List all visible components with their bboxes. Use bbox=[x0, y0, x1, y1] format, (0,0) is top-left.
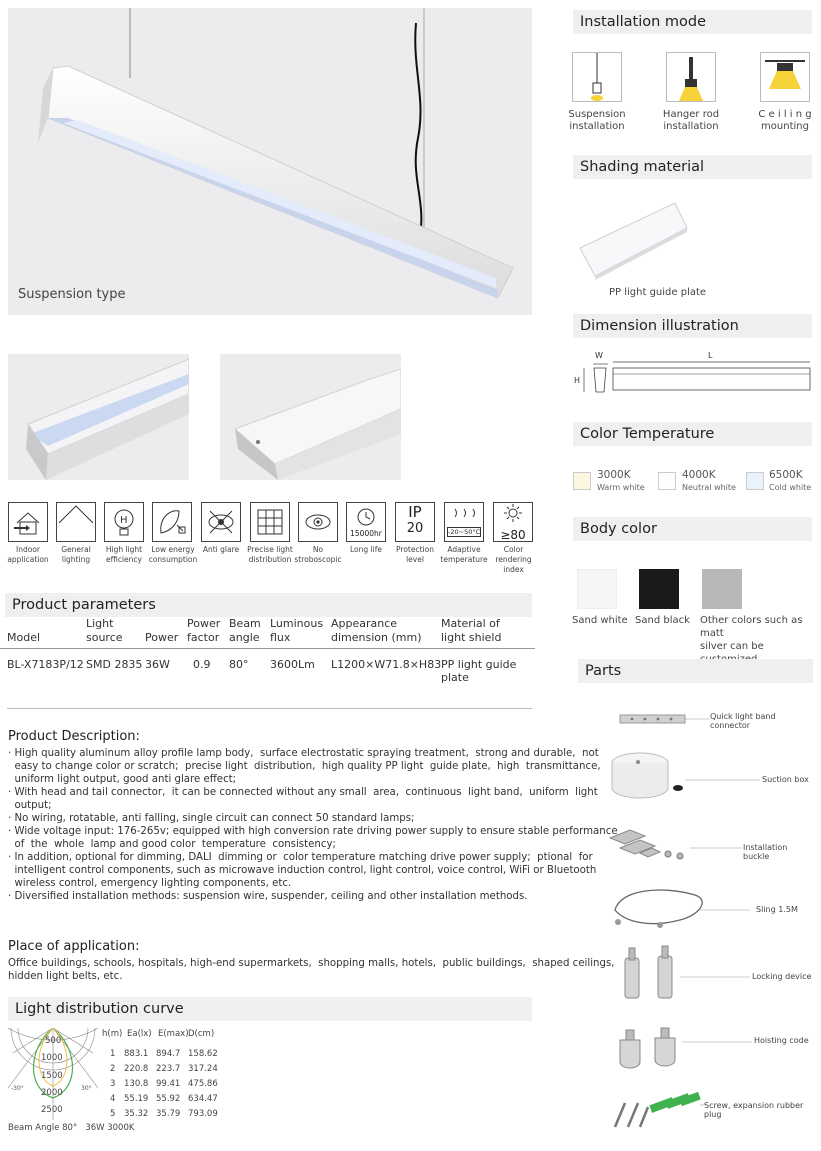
feature-label: High light efficiency bbox=[105, 545, 143, 564]
description-line: · Wide voltage input: 176-265v; equipped with high conversion rate driving power supply to ensure stable performance bbox=[8, 826, 618, 837]
param-header-power: Power bbox=[145, 631, 179, 644]
ip-icon bbox=[395, 502, 435, 542]
house-icon bbox=[8, 502, 48, 542]
param-value-power: 36W bbox=[145, 658, 170, 671]
param-header-model: Model bbox=[7, 631, 41, 644]
description-line: intelligent control components, such as microwave induction control, light control, voice control, WiFi or Bluetooth bbox=[8, 865, 597, 876]
description-line: uniform light output, good anti glare effect; bbox=[8, 774, 237, 785]
polar-ring-label: 1000 bbox=[41, 1053, 63, 1063]
color-temp-value: 4000K bbox=[682, 469, 716, 481]
dist-cell: 223.7 bbox=[156, 1064, 181, 1074]
dimension-drawing bbox=[570, 350, 815, 400]
clock-icon bbox=[346, 502, 386, 542]
feature-label: Indoor application bbox=[7, 545, 49, 564]
temperature-range: -20~50°C bbox=[448, 528, 481, 536]
roof-light-icon bbox=[56, 502, 96, 542]
feature-label: Precise light distribution bbox=[247, 545, 293, 564]
color-temperature-header: Color Temperature bbox=[573, 422, 812, 446]
ip-label: IP bbox=[408, 503, 422, 521]
part-label: Installation buckle bbox=[743, 843, 788, 861]
part-installation-buckle bbox=[600, 818, 815, 868]
param-header-dimension: Appearance dimension (mm) bbox=[331, 617, 422, 644]
installation-label-line: Hanger rod bbox=[662, 109, 720, 120]
dist-cell: 158.62 bbox=[188, 1049, 218, 1059]
product-parameters-header: Product parameters bbox=[5, 593, 532, 617]
description-line: output; bbox=[8, 800, 52, 811]
polar-ring-label: 2000 bbox=[41, 1088, 63, 1098]
hero-photo bbox=[8, 8, 532, 315]
body-color-header: Body color bbox=[573, 517, 812, 541]
dist-cell: 55.92 bbox=[156, 1094, 181, 1104]
param-header-material: Material of light shield bbox=[441, 617, 502, 644]
part-screw-plug bbox=[600, 1085, 815, 1135]
dist-cell: 5 bbox=[110, 1109, 116, 1119]
feature-anti-glare bbox=[201, 502, 241, 542]
part-label: Suction box bbox=[762, 775, 809, 784]
ceiling-mount-icon bbox=[760, 52, 810, 102]
hero-caption: Suspension type bbox=[18, 287, 126, 302]
feature-label: No stroboscopic bbox=[294, 545, 342, 564]
detail-photo-end-a bbox=[8, 354, 189, 480]
suspension-install-icon bbox=[572, 52, 622, 102]
light-guide-plate-image bbox=[575, 198, 690, 283]
matt-silver-swatch bbox=[702, 569, 742, 609]
neutral-white-swatch bbox=[658, 472, 676, 490]
param-divider bbox=[0, 648, 535, 649]
dist-cell: 220.8 bbox=[124, 1064, 149, 1074]
color-temp-sub: Neutral white bbox=[682, 483, 736, 492]
polar-ring-label: 500 bbox=[45, 1036, 62, 1046]
dist-cell: 894.7 bbox=[156, 1049, 181, 1059]
long-life-value: 15000hr bbox=[350, 529, 382, 538]
installation-label-line: Suspension bbox=[568, 109, 626, 120]
installation-label-line: installation bbox=[569, 121, 625, 132]
feature-label: General lighting bbox=[61, 545, 91, 564]
dist-cell: 793.09 bbox=[188, 1109, 218, 1119]
color-temp-value: 6500K bbox=[769, 469, 803, 481]
grid-light-icon bbox=[250, 502, 290, 542]
color-temp-4000k bbox=[658, 469, 743, 495]
dist-cell: 634.47 bbox=[188, 1094, 218, 1104]
cri-value: ≥80 bbox=[500, 528, 526, 542]
dist-cell: 99.41 bbox=[156, 1079, 181, 1089]
shading-header: Shading material bbox=[573, 155, 812, 179]
cold-white-swatch bbox=[746, 472, 764, 490]
part-connector bbox=[600, 700, 815, 740]
dimension-diagram bbox=[570, 350, 815, 400]
feature-cri bbox=[493, 502, 533, 542]
feature-energy bbox=[152, 502, 192, 542]
distribution-header: Light distribution curve bbox=[8, 997, 532, 1021]
feature-temperature bbox=[444, 502, 484, 542]
feature-distribution bbox=[250, 502, 290, 542]
color-temp-sub: Warm white bbox=[597, 483, 645, 492]
color-temp-3000k bbox=[573, 469, 658, 495]
body-color-label-line: Other colors such as matt bbox=[700, 615, 803, 639]
detail-photo-end-b bbox=[220, 354, 401, 480]
feature-label: Color rendering index bbox=[495, 545, 532, 574]
part-label: Quick light band connector bbox=[710, 712, 776, 730]
dist-cell: 1 bbox=[110, 1049, 116, 1059]
description-line: wireless control, emergency lighting components, etc. bbox=[8, 878, 292, 889]
feature-row bbox=[8, 502, 538, 572]
sand-white-swatch bbox=[577, 569, 617, 609]
param-value-dimension: L1200×W71.8×H83 bbox=[331, 658, 442, 671]
sand-black-swatch bbox=[639, 569, 679, 609]
dist-cell: 55.19 bbox=[124, 1094, 149, 1104]
temp-icon bbox=[444, 502, 484, 542]
installation-label-line: mounting bbox=[761, 121, 809, 132]
warm-white-swatch bbox=[573, 472, 591, 490]
installation-label bbox=[562, 109, 632, 133]
dist-cell: 317.24 bbox=[188, 1064, 218, 1074]
feature-protection bbox=[395, 502, 435, 542]
part-sling bbox=[600, 880, 815, 935]
color-temp-sub: Cold white bbox=[769, 483, 812, 492]
feature-general bbox=[56, 502, 96, 542]
application-body bbox=[8, 957, 615, 983]
feature-long-life bbox=[346, 502, 386, 542]
distribution-footer: Beam Angle 80° 36W 3000K bbox=[8, 1123, 135, 1133]
color-temp-6500k bbox=[746, 469, 816, 495]
dimension-w-label: W bbox=[595, 351, 603, 360]
feature-indoor bbox=[8, 502, 48, 542]
lamp-end-illustration-b bbox=[220, 354, 401, 480]
shading-caption: PP light guide plate bbox=[609, 287, 707, 298]
dist-cell: 4 bbox=[110, 1094, 116, 1104]
dist-header: E(max) bbox=[158, 1029, 189, 1039]
installation-header: Installation mode bbox=[573, 10, 812, 34]
part-label: Screw, expansion rubber plug bbox=[704, 1101, 804, 1119]
dimension-h-label: H bbox=[574, 376, 581, 385]
param-bottom-divider bbox=[7, 708, 532, 709]
hanger-rod-install-icon bbox=[666, 52, 716, 102]
polar-ring-label: 1500 bbox=[41, 1071, 63, 1081]
parameters-table bbox=[0, 616, 535, 711]
description-line: easy to change color or scratch; precise light distribution, high quality PP light guide plate, high transmittance, bbox=[8, 761, 601, 772]
param-value-material: PP light guide plate bbox=[441, 658, 517, 684]
body-color-label: Sand black bbox=[635, 615, 690, 626]
description-body bbox=[8, 747, 618, 903]
dimension-l-label: L bbox=[708, 351, 713, 360]
dist-header: h(m) bbox=[102, 1029, 123, 1039]
param-header-beam-angle: Beam angle bbox=[229, 617, 261, 644]
sun-icon bbox=[493, 502, 533, 542]
application-title: Place of application: bbox=[8, 939, 140, 954]
param-header-luminous-flux: Luminous flux bbox=[270, 617, 324, 644]
dist-cell: 475.86 bbox=[188, 1079, 218, 1089]
dist-header: D(cm) bbox=[188, 1029, 215, 1039]
feature-label: Anti glare bbox=[202, 545, 240, 554]
installation-label-line: C e i l i n g bbox=[758, 109, 812, 120]
polar-angle-label: 30° bbox=[81, 1085, 92, 1092]
dist-header: Ea(lx) bbox=[127, 1029, 152, 1039]
svg-text:H: H bbox=[120, 515, 128, 526]
feature-no-strobe bbox=[298, 502, 338, 542]
part-label: Locking device bbox=[752, 972, 812, 981]
installation-label bbox=[656, 109, 726, 133]
description-line: · No wiring, rotatable, anti falling, single circuit can connect 50 standard lamps; bbox=[8, 813, 415, 824]
suspended-lamp-illustration bbox=[8, 8, 532, 315]
param-value-model: BL-X7183P/12 bbox=[7, 658, 84, 671]
polar-diagram bbox=[8, 1028, 98, 1120]
body-color-label-line: silver can be bbox=[700, 641, 764, 652]
eye-icon bbox=[298, 502, 338, 542]
lamp-end-illustration-a bbox=[8, 354, 189, 480]
feature-label: Adaptive temperature bbox=[440, 545, 488, 564]
description-title: Product Description: bbox=[8, 729, 140, 744]
dist-cell: 3 bbox=[110, 1079, 116, 1089]
param-value-beam-angle: 80° bbox=[229, 658, 249, 671]
param-value-luminous-flux: 3600Lm bbox=[270, 658, 315, 671]
dist-cell: 35.32 bbox=[124, 1109, 149, 1119]
part-label: Sling 1.5M bbox=[756, 905, 798, 914]
dimension-header: Dimension illustration bbox=[573, 314, 812, 338]
part-locking-device bbox=[600, 940, 815, 1015]
description-line: · Diversified installation methods: suspension wire, suspender, ceiling and other installation methods. bbox=[8, 891, 528, 902]
description-line: · With head and tail connector, it can be connected without any small area, continuous light band, uniform light bbox=[8, 787, 598, 798]
hoisting-code-image bbox=[600, 1020, 815, 1078]
param-header-power-factor: Power factor bbox=[187, 617, 221, 644]
installation-label-line: installation bbox=[663, 121, 719, 132]
body-color-label: Sand white bbox=[572, 615, 628, 626]
part-suction-box bbox=[600, 748, 815, 806]
anti-glare-eye-icon bbox=[201, 502, 241, 542]
part-hoisting-code bbox=[600, 1020, 815, 1078]
dist-cell: 2 bbox=[110, 1064, 116, 1074]
dist-cell: 130.8 bbox=[124, 1079, 149, 1089]
installation-label bbox=[750, 109, 820, 133]
feature-label: Protection level bbox=[396, 545, 434, 564]
description-line: of the whole lamp and good color temperature consistency; bbox=[8, 839, 336, 850]
part-label: Hoisting code bbox=[754, 1036, 809, 1045]
parts-header: Parts bbox=[578, 659, 813, 683]
polar-ring-label: 2500 bbox=[41, 1105, 63, 1115]
ip-rating: 20 bbox=[406, 521, 424, 536]
description-line: · In addition, optional for dimming, DALI dimming or color temperature matching drive power supply; ptional for bbox=[8, 852, 593, 863]
param-value-power-factor: 0.9 bbox=[193, 658, 211, 671]
description-line: · High quality aluminum alloy profile lamp body, surface electrostatic spraying treatment, strong and durable, not bbox=[8, 748, 599, 759]
param-header-light-source: Light source bbox=[86, 617, 123, 644]
feature-label: Long life bbox=[350, 545, 382, 554]
feature-label: Low energy consumption bbox=[148, 545, 198, 564]
bulb-h-icon bbox=[104, 502, 144, 542]
application-line: hidden light belts, etc. bbox=[8, 971, 123, 982]
dist-cell: 883.1 bbox=[124, 1049, 149, 1059]
dist-cell: 35.79 bbox=[156, 1109, 181, 1119]
application-line: Office buildings, schools, hospitals, high-end supermarkets, shopping malls, hotels, public buildings, shaped ceilings, bbox=[8, 958, 615, 969]
polar-angle-label: -30° bbox=[11, 1085, 24, 1092]
color-temp-value: 3000K bbox=[597, 469, 631, 481]
feature-efficiency bbox=[104, 502, 144, 542]
param-value-light-source: SMD 2835 bbox=[86, 658, 143, 671]
leaf-plug-icon bbox=[152, 502, 192, 542]
